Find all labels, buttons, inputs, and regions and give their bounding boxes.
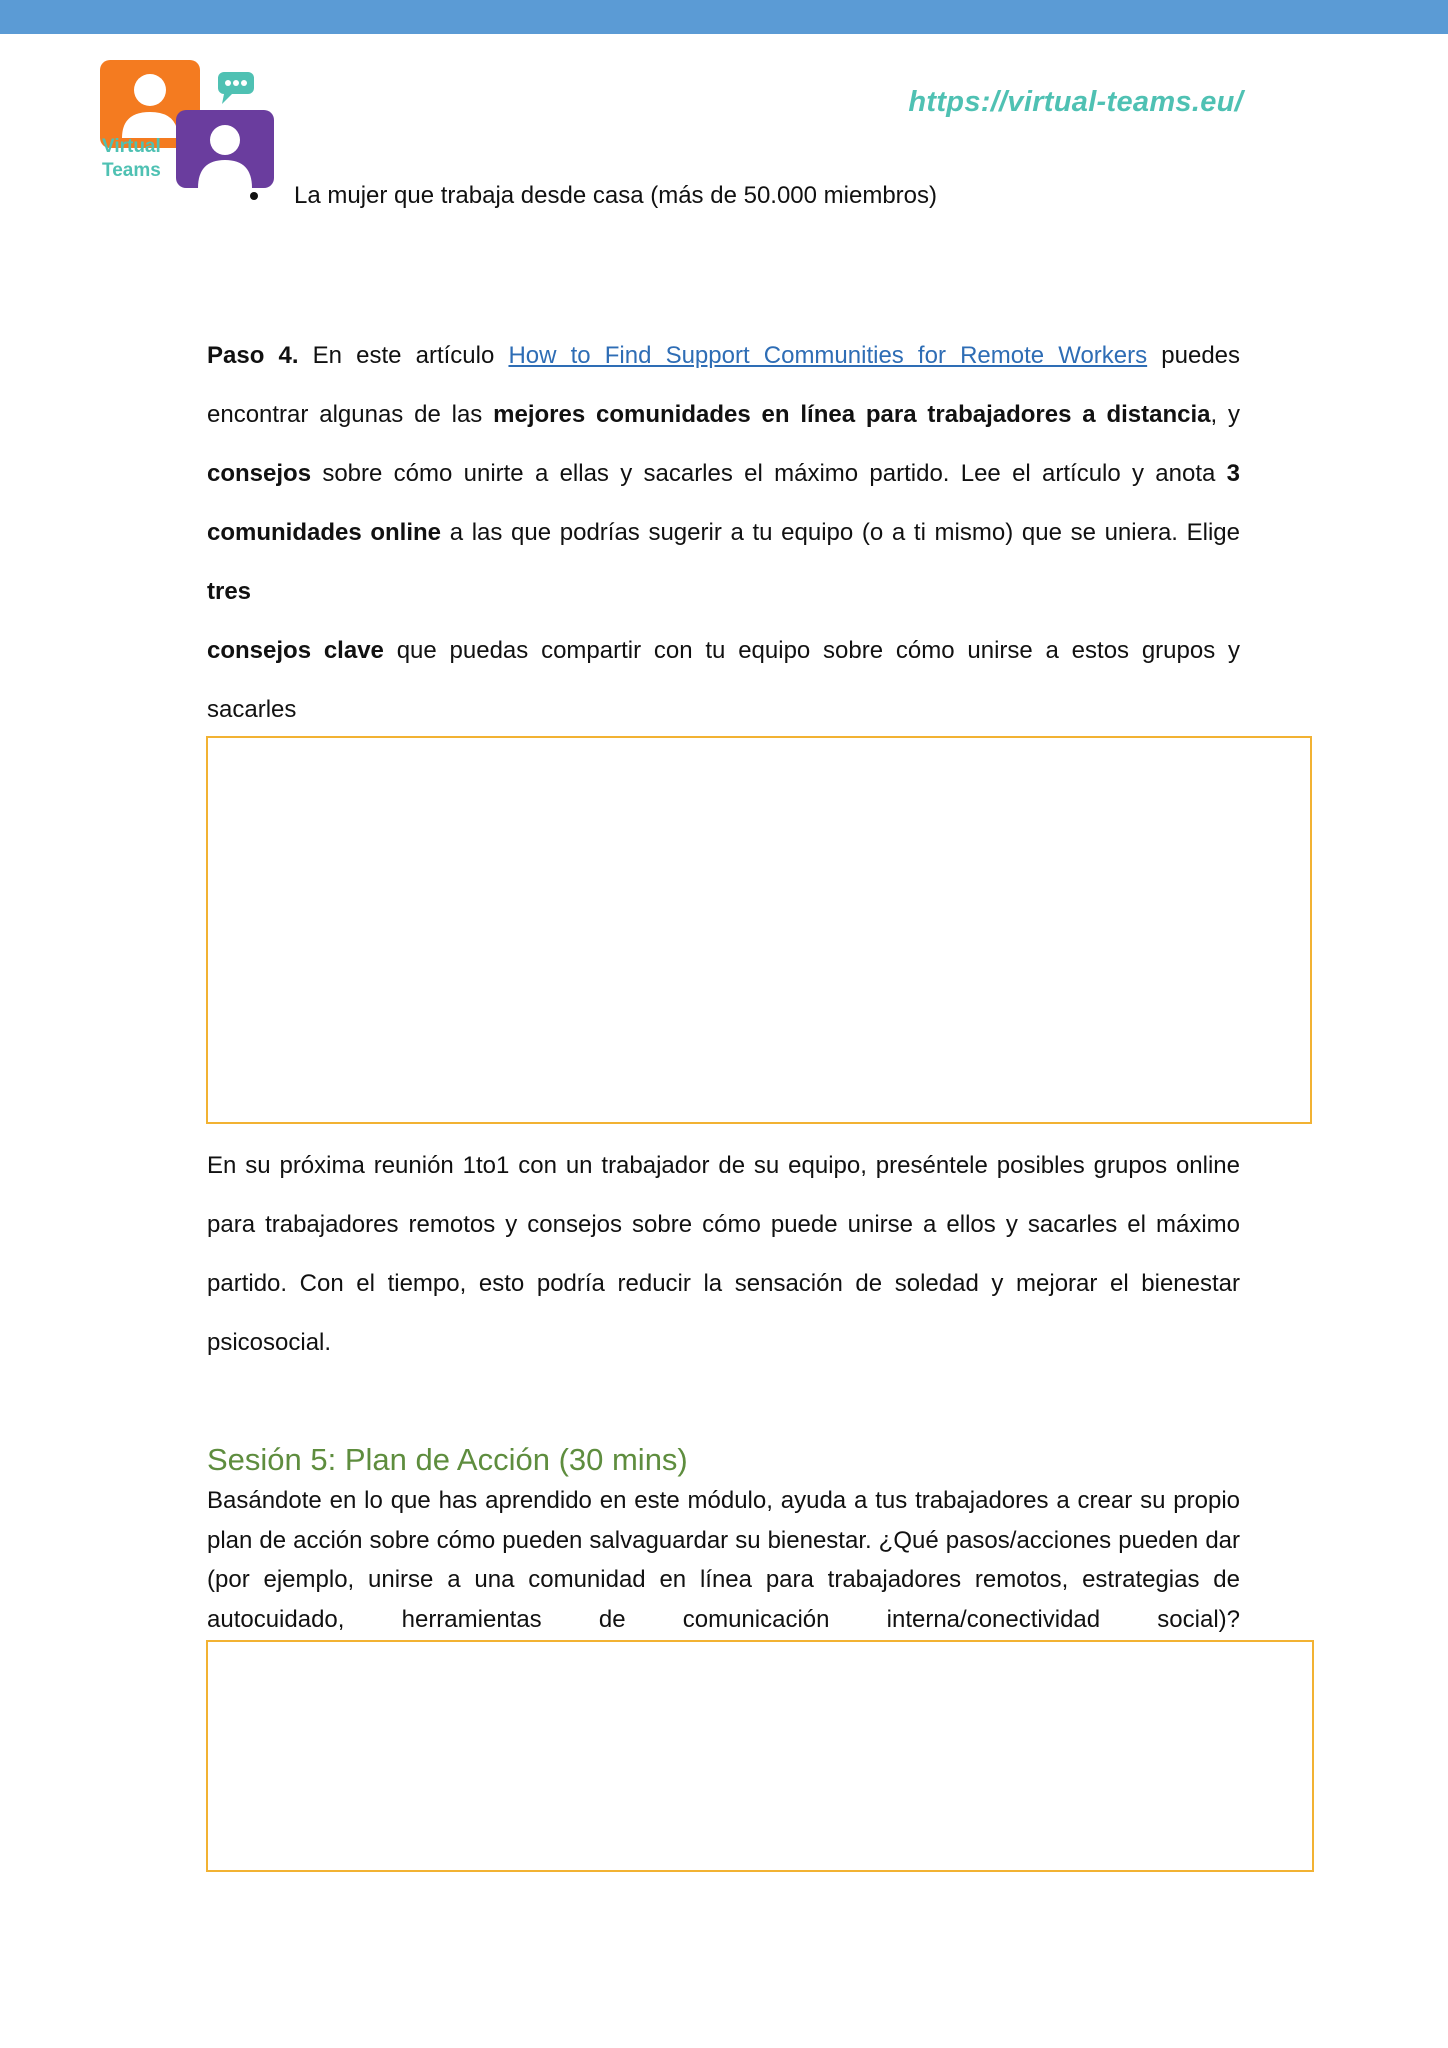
step-4-line: consejos clave que puedas compartir con tu equipo sobre cómo unirse a estos grupos y sacarles: [207, 637, 1241, 723]
list-item: [250, 182, 937, 210]
bullet-icon: [250, 192, 258, 200]
step-4-line: consejos sobre cómo unirte a ellas y sacarles el máximo partido. Lee el artículo y anota 3: [207, 460, 1240, 487]
article-link[interactable]: How to Find Support Communities for Remote Workers: [508, 342, 1148, 369]
step-4-line: Paso 4. En este artículo How to Find Support Communities for Remote Workers puedes: [207, 342, 1241, 369]
next-meeting-paragraph: En su próxima reunión 1to1 con un trabajador de su equipo, preséntele posibles grupos online para trabajadores remotos y consejos sobre cómo puede unirse a ellos y sacarles el máximo partido. Con el tiempo, esto podría reducir la sensación de soledad y mejorar el bienestar psicosocial.: [207, 1152, 1240, 1356]
virtual-teams-logo: [100, 58, 280, 188]
top-bar: [0, 0, 1448, 34]
list-item-text: La mujer que trabaja desde casa (más de 50.000 miembros): [294, 182, 938, 209]
svg-text:Teams: Teams: [102, 160, 161, 181]
step-label: Paso 4.: [207, 342, 299, 369]
section-heading: Sesión 5: Plan de Acción (30 mins): [207, 1442, 688, 1477]
step-4-line: comunidades online a las que podrías sugerir a tu equipo (o a ti mismo) que se uniera. Elige tres: [207, 519, 1240, 605]
step-4-line: encontrar algunas de las mejores comunidades en línea para trabajadores a distancia, y: [207, 401, 1240, 428]
svg-text:Virtual: Virtual: [102, 136, 161, 157]
step-4-paragraph: [207, 326, 1240, 798]
answer-box-communities[interactable]: [206, 736, 1312, 1124]
answer-box-action-plan[interactable]: [206, 1640, 1314, 1872]
action-plan-paragraph: Basándote en lo que has aprendido en este módulo, ayuda a tus trabajadores a crear su propio plan de acción sobre cómo pueden salvaguardar su bienestar. ¿Qué pasos/acciones pueden dar (por ejemplo, unirse a una comunidad en línea para trabajadores remotos, estrategias de autocuidado, herramientas de comunicación interna/conectividad social)?: [207, 1487, 1240, 1633]
site-url[interactable]: https://virtual-teams.eu/: [908, 86, 1243, 118]
